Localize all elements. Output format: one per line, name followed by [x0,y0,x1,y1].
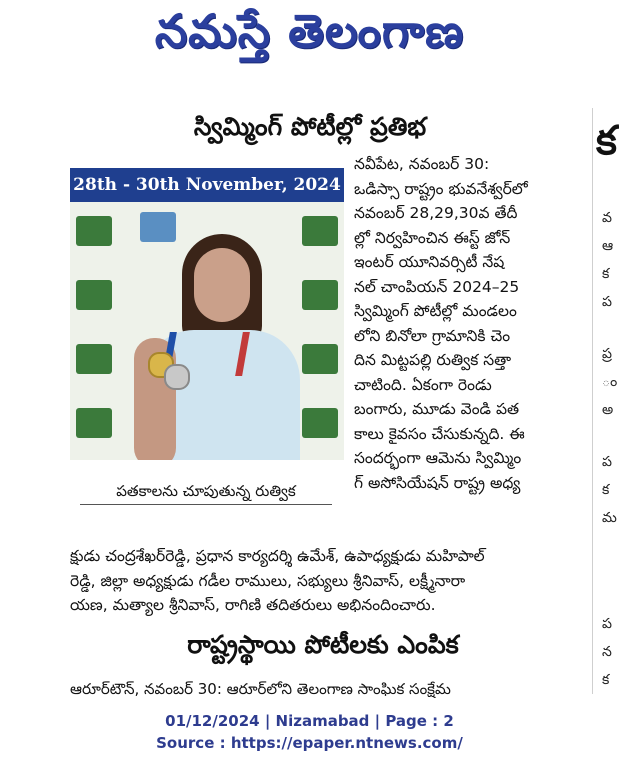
swimmer-face [194,248,250,322]
edge-char: ప [602,616,612,632]
column-divider [592,108,593,694]
edge-char: ప్ర [602,346,612,362]
kiss-logo [140,212,176,242]
body-line: సందర్భంగా ఆమెను స్విమ్మిం [354,449,522,467]
body-line: ఇంటర్ యూనివర్సిటీ నేష [354,253,505,271]
edge-char: క [602,482,610,498]
next-article-headline: రాష్ట్రస్థాయి పోటీలకు ఎంపిక [187,630,459,659]
edge-char: ప [602,454,612,470]
edition-info: 01/12/2024 | Nizamabad | Page : 2 [165,712,454,730]
body-line: క్షుడు చంద్రశేఖర్‌రెడ్డి, ప్రధాన కార్యదర్శి ఉమేశ్, ఉపాధ్యక్షుడు మహిపాల్ [70,547,485,565]
silver-medal [164,364,190,390]
body-line: నల్ చాంపియన్ 2024–25 [354,277,520,296]
body-line: నవంబర్ 28,29,30వ తేదీ [354,204,518,222]
edge-char: క [602,672,610,688]
body-line: రెడ్డి, జిల్లా అధ్యక్షుడు గడీల రాములు, సభ్యులు శ్రీనివాస్, లక్ష్మీనారా [70,571,466,590]
body-line: కాలు కైవసం చేసుకున్నది. ఈ [354,424,525,443]
body-line: బంగారు, మూడు వెండి పత [354,400,520,418]
edge-char: న [602,644,612,660]
body-line: ల్లో నిర్వహించిన ఈస్ట్ జోన్ [354,228,511,247]
article-body-column [354,152,576,495]
kiit-logo [302,280,338,310]
photo-caption: పతకాలను చూపుతున్న రుత్విక [116,482,296,500]
edge-char: వ [602,210,612,226]
edge-headline-glyph: క [596,118,617,164]
kiit-logo [76,216,112,246]
body-line: గ్ అసోసియేషన్ రాష్ట్ర అధ్య [354,473,521,492]
kiit-logo [76,344,112,374]
edge-char: క [602,266,610,282]
body-line: చాటింది. ఏకంగా రెండు [354,375,492,394]
body-line: యణ, మత్యాల శ్రీనివాస్, రాగిణి తదితరులు అభినందించారు. [70,596,436,614]
kiit-logo [302,408,338,438]
source-link[interactable]: Source : https://epaper.ntnews.com/ [156,734,463,752]
body-line: లోని బినోలా గ్రామానికి చెం [354,326,511,345]
kiit-logo [302,344,338,374]
kiit-logo [76,408,112,438]
kiit-logo [302,216,338,246]
edge-char: మ [602,510,617,526]
article-body-full [70,544,576,618]
next-article-first-line: ఆరూర్‌టౌన్, నవంబర్ 30: ఆరూర్‌లోని తెలంగాణ సాంఘిక సంక్షేమ [70,680,451,698]
caption-underline [80,504,332,505]
photo-backdrop [70,202,344,460]
article-photo [70,168,344,460]
newspaper-title: నమస్తే తెలంగాణ [154,4,465,58]
kiit-logo [76,280,112,310]
masthead [0,0,619,92]
edge-char: అ [602,402,614,418]
body-line: ఒడిస్సా రాష్ట్రం భువనేశ్వర్‌లో [354,179,528,198]
edge-char: ప [602,294,612,310]
article-headline: స్విమ్మింగ్ పోటీల్లో ప్రతిభ [193,112,427,141]
edge-char: ం [602,374,618,390]
edge-char: ఆ [602,238,614,254]
photo-banner: 28th - 30th November, 2024 [70,168,344,202]
body-line: దిన మిట్టపల్లి రుత్విక సత్తా [354,351,512,369]
adjacent-column-edge [596,108,619,694]
body-line: నవీపేట, నవంబర్ 30: [354,155,490,173]
body-line: స్విమ్మింగ్ పోటీల్లో మండలం [354,302,517,320]
